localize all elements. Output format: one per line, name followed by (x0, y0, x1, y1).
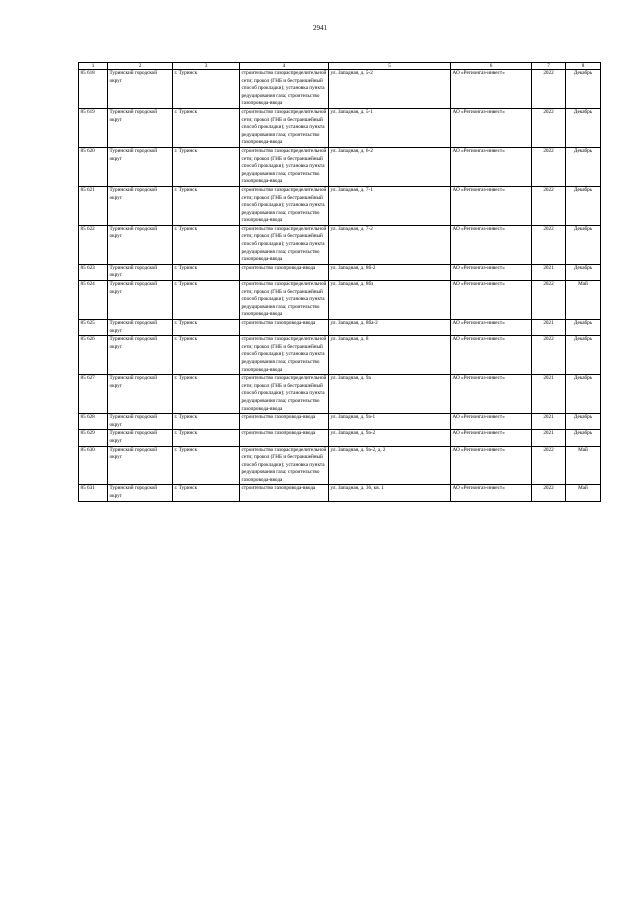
row-number-cell: 85 625 (79, 320, 108, 336)
month-cell: Декабрь (566, 336, 601, 375)
work-description-cell: строительство газораспределительной сети; прокол (ГНБ и бестраншейный способ прокладки); установка пункта редуцирования газа; строительство газопровода-ввода (240, 225, 329, 264)
month-cell: Декабрь (566, 430, 601, 446)
row-number-cell: 85 628 (79, 414, 108, 430)
municipality-cell: Туринский городской округ (108, 108, 173, 147)
row-number-cell: 85 629 (79, 430, 108, 446)
organization-cell: АО «Регионгаз-инвест» (451, 320, 532, 336)
locality-cell: г. Туринск (173, 70, 240, 109)
table-body (79, 70, 601, 502)
locality-cell: г. Туринск (173, 147, 240, 186)
address-cell: ул. Западная, д. 8ба-2 (329, 320, 451, 336)
address-cell: ул. Западная, д. 7-1 (329, 186, 451, 225)
month-cell: Декабрь (566, 70, 601, 109)
organization-cell: АО «Регионгаз-инвест» (451, 281, 532, 320)
municipality-cell: Туринский городской округ (108, 446, 173, 485)
municipality-cell: Туринский городской округ (108, 336, 173, 375)
work-description-cell: строительство газораспределительной сети; прокол (ГНБ и бестраншейный способ прокладки); установка пункта редуцирования газа; строительство газопровода-ввода (240, 375, 329, 414)
table-row (79, 336, 601, 375)
row-number-cell: 85 631 (79, 485, 108, 501)
month-cell: Май (566, 485, 601, 501)
year-cell: 2022 (532, 281, 566, 320)
page-number: 2941 (313, 24, 327, 32)
header-row (79, 63, 601, 70)
year-cell: 2022 (532, 485, 566, 501)
locality-cell: г. Туринск (173, 264, 240, 280)
table-row (79, 485, 601, 501)
organization-cell: АО «Регионгаз-инвест» (451, 414, 532, 430)
work-description-cell: строительство газораспределительной сети; прокол (ГНБ и бестраншейный способ прокладки); установка пункта редуцирования газа; строительство газопровода-ввода (240, 70, 329, 109)
row-number-cell: 85 621 (79, 186, 108, 225)
work-description-cell: строительство газораспределительной сети; прокол (ГНБ и бестраншейный способ прокладки); установка пункта редуцирования газа; строительство газопровода-ввода (240, 147, 329, 186)
table-row (79, 375, 601, 414)
year-cell: 2022 (532, 186, 566, 225)
table-row (79, 281, 601, 320)
address-cell: ул. Западная, д. 9а-2, д. 2 (329, 446, 451, 485)
column-header: 4 (240, 63, 329, 70)
month-cell: Май (566, 281, 601, 320)
row-number-cell: 85 619 (79, 108, 108, 147)
month-cell: Декабрь (566, 320, 601, 336)
municipality-cell: Туринский городской округ (108, 430, 173, 446)
registry-table (78, 62, 601, 502)
address-cell: ул. Западная, д. 9а (329, 375, 451, 414)
municipality-cell: Туринский городской округ (108, 485, 173, 501)
organization-cell: АО «Регионгаз-инвест» (451, 430, 532, 446)
year-cell: 2021 (532, 414, 566, 430)
organization-cell: АО «Регионгаз-инвест» (451, 336, 532, 375)
organization-cell: АО «Регионгаз-инвест» (451, 446, 532, 485)
table-row (79, 186, 601, 225)
work-description-cell: строительство газопровода-ввода (240, 430, 329, 446)
organization-cell: АО «Регионгаз-инвест» (451, 108, 532, 147)
work-description-cell: строительство газопровода-ввода (240, 320, 329, 336)
work-description-cell: строительство газораспределительной сети; прокол (ГНБ и бестраншейный способ прокладки); установка пункта редуцирования газа; строительство газопровода-ввода (240, 281, 329, 320)
month-cell: Декабрь (566, 375, 601, 414)
work-description-cell: строительство газопровода-ввода (240, 414, 329, 430)
year-cell: 2022 (532, 108, 566, 147)
organization-cell: АО «Регионгаз-инвест» (451, 485, 532, 501)
locality-cell: г. Туринск (173, 225, 240, 264)
row-number-cell: 85 627 (79, 375, 108, 414)
row-number-cell: 85 620 (79, 147, 108, 186)
year-cell: 2021 (532, 320, 566, 336)
address-cell: ул. Западная, д. 9а-2 (329, 430, 451, 446)
column-header: 3 (173, 63, 240, 70)
column-header: 6 (451, 63, 532, 70)
year-cell: 2021 (532, 264, 566, 280)
year-cell: 2021 (532, 430, 566, 446)
work-description-cell: строительство газораспределительной сети; прокол (ГНБ и бестраншейный способ прокладки); установка пункта редуцирования газа; строительство газопровода-ввода (240, 186, 329, 225)
address-cell: ул. Западная, д. 5-2 (329, 70, 451, 109)
month-cell: Декабрь (566, 186, 601, 225)
organization-cell: АО «Регионгаз-инвест» (451, 264, 532, 280)
column-header: 5 (329, 63, 451, 70)
column-header: 8 (566, 63, 601, 70)
row-number-cell: 85 618 (79, 70, 108, 109)
row-number-cell: 85 623 (79, 264, 108, 280)
organization-cell: АО «Регионгаз-инвест» (451, 225, 532, 264)
month-cell: Декабрь (566, 108, 601, 147)
month-cell: Декабрь (566, 264, 601, 280)
municipality-cell: Туринский городской округ (108, 147, 173, 186)
table-row (79, 430, 601, 446)
municipality-cell: Туринский городской округ (108, 264, 173, 280)
organization-cell: АО «Регионгаз-инвест» (451, 70, 532, 109)
address-cell: ул. Западная, д. 9а-1 (329, 414, 451, 430)
year-cell: 2022 (532, 70, 566, 109)
month-cell: Декабрь (566, 147, 601, 186)
address-cell: ул. Западная, д. 7-2 (329, 225, 451, 264)
address-cell: ул. Западная, д. 36, кв. 1 (329, 485, 451, 501)
municipality-cell: Туринский городской округ (108, 414, 173, 430)
locality-cell: г. Туринск (173, 430, 240, 446)
row-number-cell: 85 624 (79, 281, 108, 320)
address-cell: ул. Западная, д. 6-2 (329, 147, 451, 186)
locality-cell: г. Туринск (173, 446, 240, 485)
table-row (79, 446, 601, 485)
row-number-cell: 85 622 (79, 225, 108, 264)
address-cell: ул. Западная, д. 8 (329, 336, 451, 375)
year-cell: 2021 (532, 375, 566, 414)
organization-cell: АО «Регионгаз-инвест» (451, 147, 532, 186)
locality-cell: г. Туринск (173, 320, 240, 336)
year-cell: 2022 (532, 446, 566, 485)
organization-cell: АО «Регионгаз-инвест» (451, 375, 532, 414)
locality-cell: г. Туринск (173, 375, 240, 414)
address-cell: ул. Западная, д. 8бз (329, 281, 451, 320)
municipality-cell: Туринский городской округ (108, 225, 173, 264)
municipality-cell: Туринский городской округ (108, 320, 173, 336)
table-row (79, 320, 601, 336)
table-row (79, 147, 601, 186)
column-header: 7 (532, 63, 566, 70)
table-row (79, 70, 601, 109)
month-cell: Май (566, 446, 601, 485)
municipality-cell: Туринский городской округ (108, 186, 173, 225)
month-cell: Декабрь (566, 225, 601, 264)
work-description-cell: строительство газораспределительной сети; прокол (ГНБ и бестраншейный способ прокладки); установка пункта редуцирования газа; строительство газопровода-ввода (240, 446, 329, 485)
year-cell: 2022 (532, 225, 566, 264)
year-cell: 2022 (532, 336, 566, 375)
month-cell: Декабрь (566, 414, 601, 430)
locality-cell: г. Туринск (173, 281, 240, 320)
municipality-cell: Туринский городской округ (108, 70, 173, 109)
work-description-cell: строительство газораспределительной сети; прокол (ГНБ и бестраншейный способ прокладки); установка пункта редуцирования газа; строительство газопровода-ввода (240, 336, 329, 375)
column-header: 1 (79, 63, 108, 70)
municipality-cell: Туринский городской округ (108, 375, 173, 414)
work-description-cell: строительство газораспределительной сети; прокол (ГНБ и бестраншейный способ прокладки); установка пункта редуцирования газа; строительство газопровода-ввода (240, 108, 329, 147)
locality-cell: г. Туринск (173, 414, 240, 430)
table-row (79, 108, 601, 147)
column-header: 2 (108, 63, 173, 70)
locality-cell: г. Туринск (173, 485, 240, 501)
table-row (79, 264, 601, 280)
organization-cell: АО «Регионгаз-инвест» (451, 186, 532, 225)
locality-cell: г. Туринск (173, 108, 240, 147)
address-cell: ул. Западная, д. 8б-2 (329, 264, 451, 280)
municipality-cell: Туринский городской округ (108, 281, 173, 320)
table-header (79, 63, 601, 70)
locality-cell: г. Туринск (173, 186, 240, 225)
row-number-cell: 85 630 (79, 446, 108, 485)
locality-cell: г. Туринск (173, 336, 240, 375)
address-cell: ул. Западная, д. 5-1 (329, 108, 451, 147)
work-description-cell: строительство газопровода-ввода (240, 485, 329, 501)
table-row (79, 225, 601, 264)
work-description-cell: строительство газопровода-ввода (240, 264, 329, 280)
table-row (79, 414, 601, 430)
row-number-cell: 85 626 (79, 336, 108, 375)
year-cell: 2022 (532, 147, 566, 186)
